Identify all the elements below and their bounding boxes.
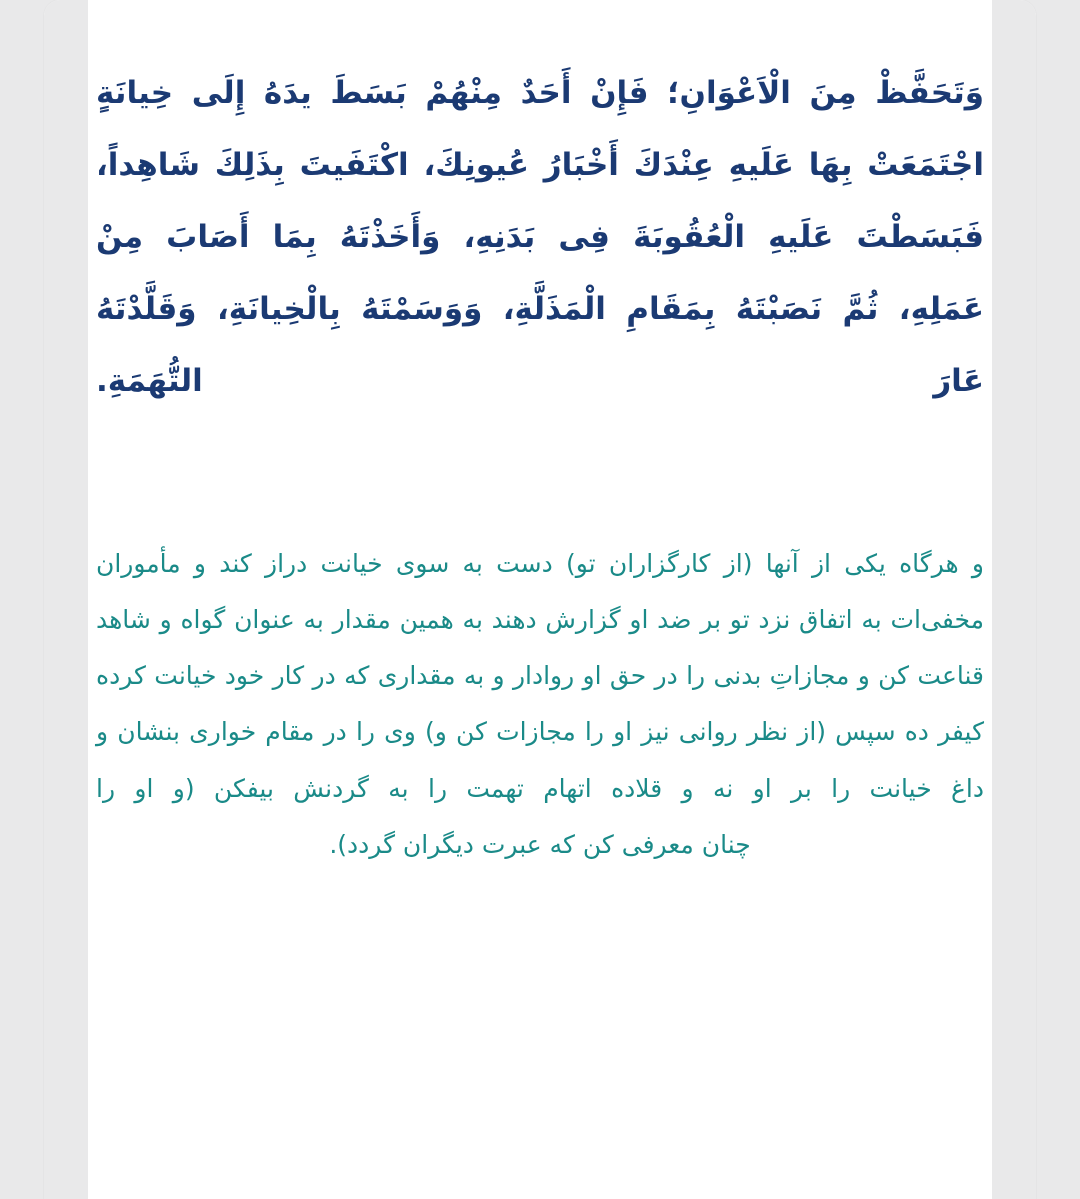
- page-edge-left: [44, 0, 88, 1199]
- page-edge-right: [992, 0, 1036, 1199]
- section-spacer: [90, 418, 990, 536]
- persian-translation: [90, 536, 990, 914]
- persian-translation-tail: چنان معرفی کن که عبرت دیگران گردد).: [329, 829, 751, 859]
- arabic-passage: وَتَحَفَّظْ مِنَ الْاَعْوَانِ؛ فَإِنْ أَحَدٌ مِنْهُمْ بَسَطَ يدَهُ إِلَى خِيانَةٍ اجْتَمَعَتْ بِهَا عَلَيهِ عِنْدَكَ أَخْبَارُ عُيونِكَ، اكْتَفَيتَ بِذَلِكَ شَاهِداً، فَبَسَطْتَ عَلَيهِ الْعُقُوبَةَ فِى بَدَنِهِ، وَأَخَذْتَهُ بِمَا أَصَابَ مِنْ عَمَلِهِ، ثُمَّ نَصَبْتَهُ بِمَقَامِ الْمَذَلَّةِ، وَوَسَمْتَهُ بِالْخِيانَةِ، وَقَلَّدْتَهُ عَارَ التُّهَمَةِ.: [96, 75, 984, 399]
- persian-translation-body: و هرگاه یکی از آنها (از کارگزاران تو) دست به سوی خیانت دراز کند و مأموران مخفی‌ات به اتفاق نزد تو بر ضد او گزارش دهند به همین مقدار به عنوان گواه و شاهد قناعت کن و مجازاتِ بدنی را در حق او روادار و به مقداری که در کار خود خیانت کرده کیفر ده سپس (از نظر روانی نیز او را مجازات کن و) وی را در مقام خواری بنشان و داغ خیانت را بر او نه و قلاده اتهام تهمت را به گردنش بیفکن (و او را: [96, 548, 984, 803]
- card-top-spacer: [90, 0, 990, 40]
- document-card: [44, 0, 1036, 1199]
